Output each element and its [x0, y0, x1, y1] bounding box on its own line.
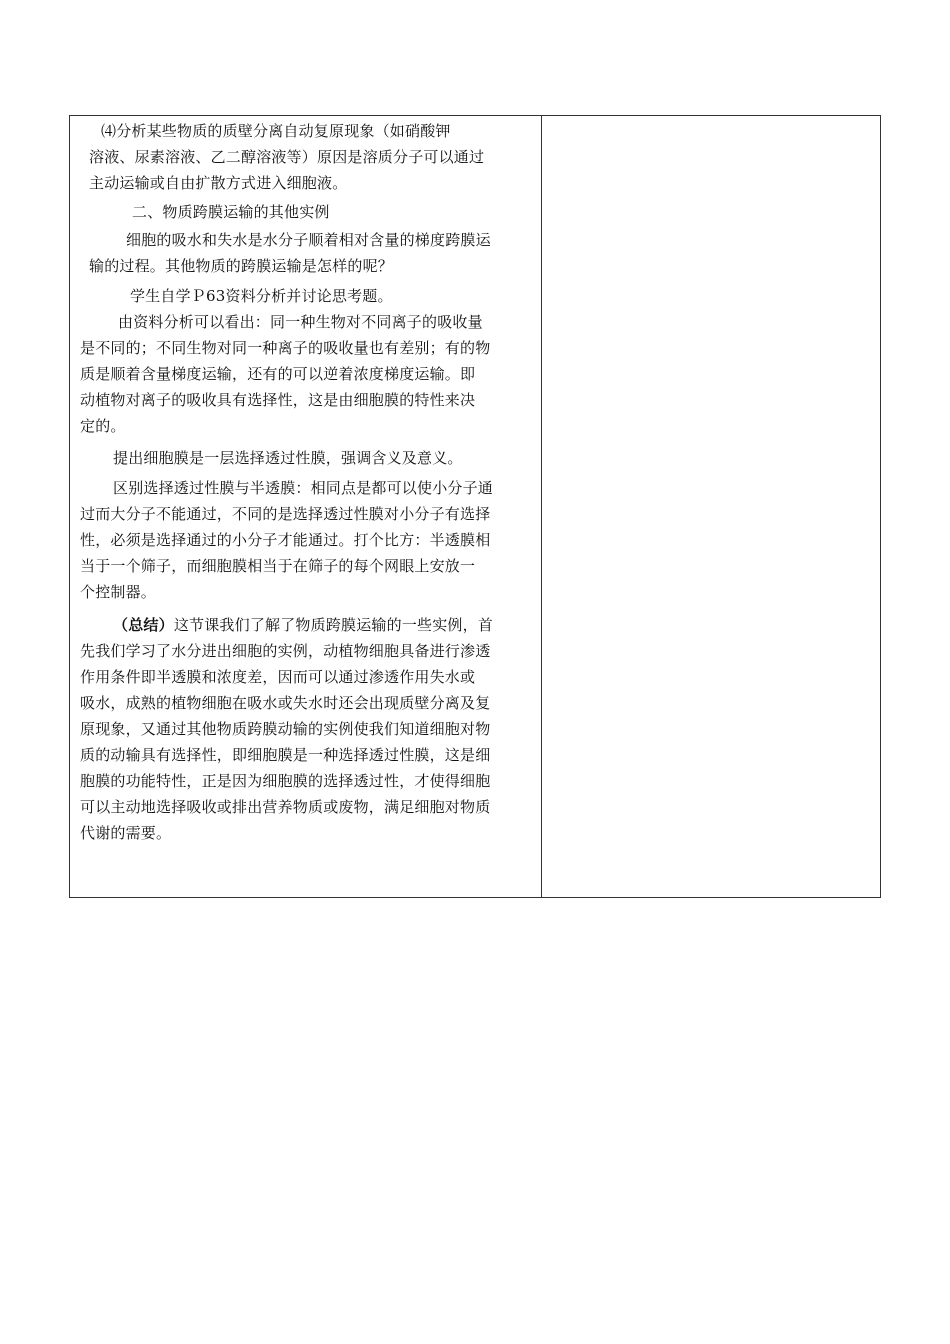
notes-cell [542, 116, 880, 897]
text-line: 二、物质跨膜运输的其他实例 [132, 203, 330, 221]
text-line: 是不同的；不同生物对同一种离子的吸收量也有差别；有的物 [80, 339, 491, 357]
text-line: 由资料分析可以看出：同一种生物对不同离子的吸收量 [118, 313, 483, 331]
text-line: 定的。 [80, 417, 126, 435]
text-line: 提出细胞膜是一层选择透过性膜，强调含义及意义。 [113, 449, 463, 467]
paragraph-summary [113, 612, 493, 638]
paragraph-membrane-comparison [113, 475, 493, 501]
paragraph-data-analysis [118, 309, 483, 335]
section-heading [132, 199, 330, 225]
paragraph-plasmolysis-recovery-cont [89, 144, 484, 196]
text-line: ⑷分析某些物质的质壁分离自动复原现象（如硝酸钾 [101, 122, 451, 140]
content-cell [70, 116, 542, 897]
lesson-table [69, 115, 881, 898]
text-line: 主动运输或自由扩散方式进入细胞液。 [89, 174, 348, 192]
text-line: 学生自学Ｐ63资料分析并讨论思考题。 [130, 287, 393, 305]
text-line: 性，必须是选择通过的小分子才能通过。打个比方：半透膜相 [80, 531, 491, 549]
text-line: 先我们学习了水分进出细胞的实例，动植物细胞具备进行渗透 [80, 642, 491, 660]
paragraph-data-analysis-cont [80, 335, 490, 439]
text-line: 个控制器。 [80, 583, 157, 601]
text-line: 细胞的吸水和失水是水分子顺着相对含量的梯度跨膜运 [126, 231, 491, 249]
text-line: 可以主动地选择吸收或排出营养物质或废物，满足细胞对物质 [80, 798, 491, 816]
text-line: 输的过程。其他物质的跨膜运输是怎样的呢？ [89, 257, 394, 275]
text-line: 吸水，成熟的植物细胞在吸水或失水时还会出现质壁分离及复 [80, 694, 491, 712]
summary-label: （总结） [113, 616, 174, 634]
paragraph-water-transport [126, 227, 491, 253]
text-line: 作用条件即半透膜和浓度差，因而可以通过渗透作用失水或 [80, 668, 476, 686]
text-line: 质的动输具有选择性，即细胞膜是一种选择透过性膜，这是细 [80, 746, 491, 764]
paragraph-summary-cont [80, 638, 490, 846]
text-line: 区别选择透过性膜与半透膜：相同点是都可以使小分子通 [113, 479, 494, 497]
paragraph-membrane-comparison-cont [80, 501, 490, 605]
paragraph-self-study [130, 283, 393, 309]
text-line: 原现象，又通过其他物质跨膜动输的实例使我们知道细胞对物 [80, 720, 491, 738]
paragraph-selective-membrane [113, 445, 463, 471]
text-line: 这节课我们了解了物质跨膜运输的一些实例，首 [173, 616, 494, 634]
text-line: 代谢的需要。 [80, 824, 172, 842]
text-line: 过而大分子不能通过，不同的是选择透过性膜对小分子有选择 [80, 505, 491, 523]
text-line: 质是顺着含量梯度运输，还有的可以逆着浓度梯度运输。即 [80, 365, 476, 383]
paragraph-water-transport-cont [89, 253, 393, 279]
text-line: 当于一个筛子，而细胞膜相当于在筛子的每个网眼上安放一 [80, 557, 476, 575]
text-line: 胞膜的功能特性，正是因为细胞膜的选择透过性，才使得细胞 [80, 772, 491, 790]
paragraph-plasmolysis-recovery [101, 118, 451, 144]
text-line: 溶液、尿素溶液、乙二醇溶液等）原因是溶质分子可以通过 [89, 148, 485, 166]
text-line: 动植物对离子的吸收具有选择性，这是由细胞膜的特性来决 [80, 391, 476, 409]
